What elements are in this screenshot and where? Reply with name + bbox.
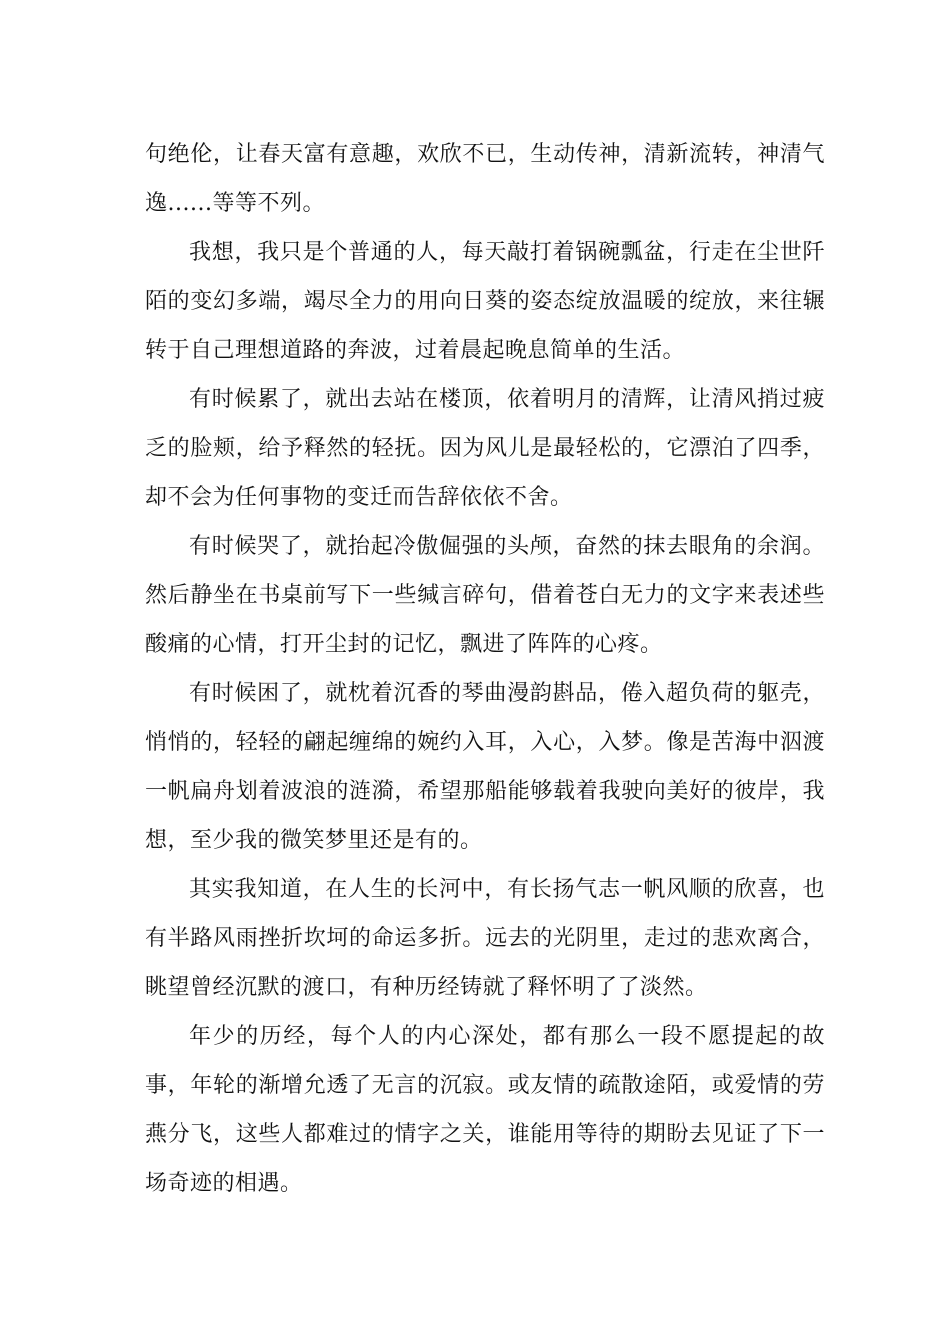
paragraph: 有时候困了，就枕着沉香的琴曲漫韵斟品，倦入超负荷的躯壳，悄悄的，轻轻的翩起缠绵的婉约入耳，入心，入梦。像是苦海中泅渡一帆扁舟划着波浪的涟漪，希望那船能够载着我驶向美好的彼岸，我想，至少我的微笑梦里还是有的。 — [145, 681, 825, 853]
paragraph: 年少的历经，每个人的内心深处，都有那么一段不愿提起的故事，年轮的渐增允透了无言的沉寂。或友情的疏散途陌，或爱情的劳燕分飞，这些人都难过的情字之关，谁能用等待的期盼去见证了下一场奇迹的相遇。 — [145, 1024, 825, 1196]
paragraph-continued: 句绝伦，让春天富有意趣，欢欣不已，生动传神，清新流转，神清气逸......等等不列。 — [145, 142, 825, 216]
paragraph: 有时候哭了，就抬起冷傲倔强的头颅，奋然的抹去眼角的余润。然后静坐在书桌前写下一些缄言碎句，借着苍白无力的文字来表述些酸痛的心情，打开尘封的记忆，飘进了阵阵的心疼。 — [145, 534, 825, 657]
body-text — [145, 130, 825, 1208]
paragraph: 其实我知道，在人生的长河中，有长扬气志一帆风顺的欣喜，也有半路风雨挫折坎坷的命运多折。远去的光阴里，走过的悲欢离合，眺望曾经沉默的渡口，有种历经铸就了释怀明了了淡然。 — [145, 877, 825, 1000]
paragraph: 有时候累了，就出去站在楼顶，依着明月的清辉，让清风捎过疲乏的脸颊，给予释然的轻抚。因为风儿是最轻松的，它漂泊了四季，却不会为任何事物的变迁而告辞依依不舍。 — [145, 387, 825, 510]
paragraph: 我想，我只是个普通的人，每天敲打着锅碗瓢盆，行走在尘世阡陌的变幻多端，竭尽全力的用向日葵的姿态绽放温暖的绽放，来往辗转于自己理想道路的奔波，过着晨起晚息简单的生活。 — [145, 240, 825, 363]
